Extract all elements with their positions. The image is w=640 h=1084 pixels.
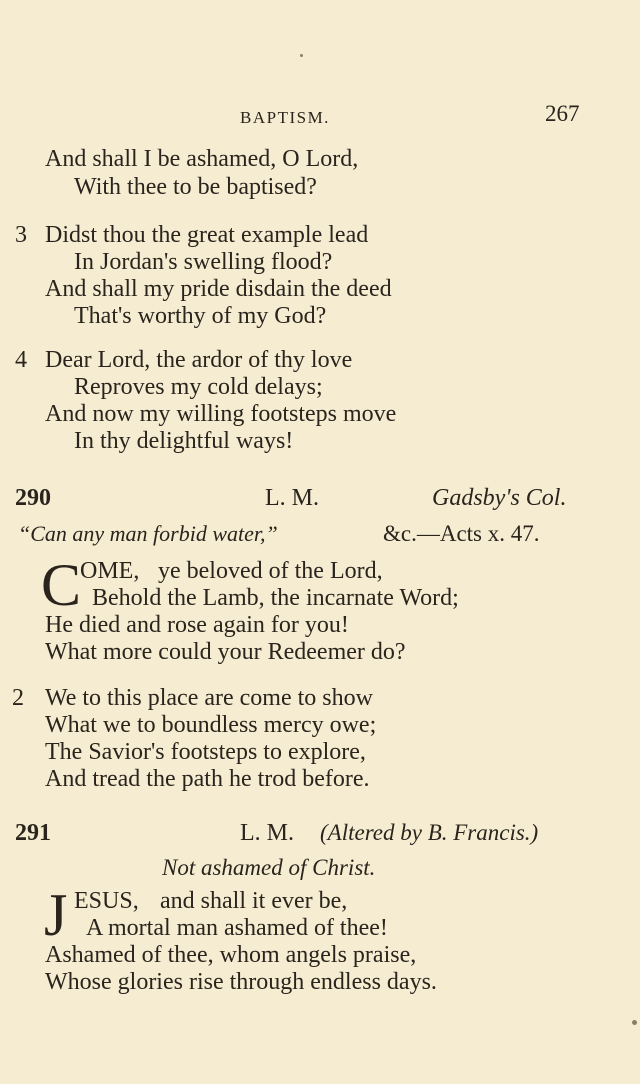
verse-line: ye beloved of the Lord, [158, 558, 383, 584]
hymn-attribution: (Altered by B. Francis.) [320, 820, 539, 845]
verse-line: The Savior's footsteps to explore, [45, 739, 366, 765]
verse-line: Ashamed of thee, whom angels praise, [45, 942, 417, 968]
verse-line: That's worthy of my God? [74, 303, 327, 329]
verse-line: With thee to be baptised? [74, 174, 317, 200]
hymn-epigraph-reference: &c.—Acts x. 47. [383, 521, 540, 546]
verse-line: And shall I be ashamed, O Lord, [45, 146, 359, 172]
verse-line: We to this place are come to show [45, 685, 373, 711]
hymn-meter: L. M. [265, 485, 319, 511]
hymn-source: Gadsby's Col. [432, 485, 567, 511]
verse-line: Reproves my cold delays; [74, 374, 323, 400]
first-word-caps: OME, [80, 558, 140, 584]
verse-line: In Jordan's swelling flood? [74, 249, 333, 275]
verse-line: And now my willing footsteps move [45, 401, 397, 427]
drop-cap: C [41, 552, 82, 618]
verse-line: Behold the Lamb, the incarnate Word; [92, 585, 459, 611]
paper-speck [632, 1020, 637, 1025]
verse-line: What more could your Redeemer do? [45, 639, 406, 665]
hymn-subtitle: Not ashamed of Christ. [162, 855, 376, 880]
hymn-epigraph-quote: “Can any man forbid water,” [18, 521, 278, 546]
verse-line: Didst thou the great example lead [45, 222, 369, 248]
drop-cap: J [44, 882, 68, 948]
verse-line: What we to boundless mercy owe; [45, 712, 377, 738]
stanza-number: 3 [15, 222, 27, 248]
stanza-number: 2 [12, 685, 24, 711]
paper-speck [300, 54, 303, 57]
hymn-meter: L. M. [240, 820, 294, 846]
running-title: BAPTISM. [240, 108, 330, 127]
hymn-number: 290 [15, 485, 51, 511]
verse-line: He died and rose again for you! [45, 612, 349, 638]
page-number: 267 [545, 101, 580, 126]
verse-line: In thy delightful ways! [74, 428, 294, 454]
hymn-number: 291 [15, 820, 51, 846]
verse-line: A mortal man ashamed of thee! [86, 915, 388, 941]
verse-line: And shall my pride disdain the deed [45, 276, 392, 302]
stanza-number: 4 [15, 347, 27, 373]
verse-line: And tread the path he trod before. [45, 766, 370, 792]
verse-line: Dear Lord, the ardor of thy love [45, 347, 353, 373]
verse-line: Whose glories rise through endless days. [45, 969, 437, 995]
verse-line: and shall it ever be, [160, 888, 348, 914]
first-word-caps: ESUS, [74, 888, 139, 914]
